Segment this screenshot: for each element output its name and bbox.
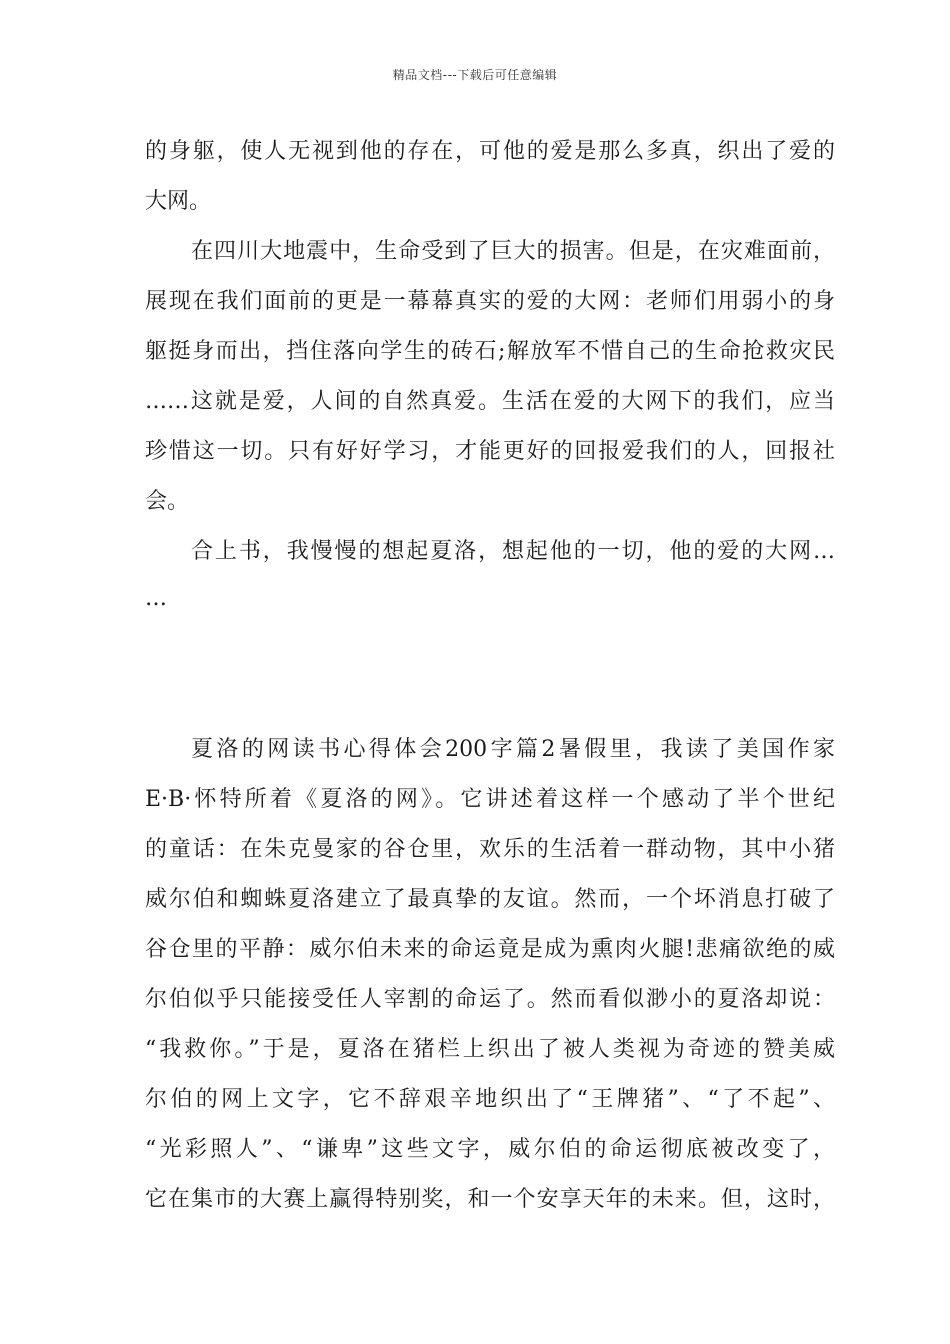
paragraph-4-line-4: 威尔伯和蜘蛛夏洛建立了最真挚的友谊。然而，一个坏消息打破了: [145, 887, 835, 912]
paragraph-4-line-8: 尔伯的网上文字，它不辞艰辛地织出了“王牌猪”、“了不起”、: [145, 1087, 835, 1112]
paragraph-3-line-1: 合上书，我慢慢的想起夏洛，想起他的一切，他的爱的大网…: [191, 539, 835, 564]
paragraph-4-line-7: “我救你。”于是，夏洛在猪栏上织出了被人类视为奇迹的赞美威: [145, 1037, 835, 1062]
page-header: 精品文档---下载后可任意编辑: [392, 68, 558, 82]
paragraph-1-line-2: 大网。: [145, 189, 212, 214]
paragraph-1-line-1: 的身躯，使人无视到他的存在，可他的爱是那么多真，织出了爱的: [145, 139, 835, 164]
paragraph-2-line-3: 躯挺身而出，挡住落向学生的砖石;解放军不惜自己的生命抢救灾民: [145, 339, 835, 364]
paragraph-4-line-3: 的童话：在朱克曼家的谷仓里，欢乐的生活着一群动物，其中小猪: [145, 837, 835, 862]
paragraph-2-line-4: ……这就是爱，人间的自然真爱。生活在爱的大网下的我们，应当: [145, 389, 835, 414]
paragraph-4-line-9: “光彩照人”、“谦卑”这些文字，威尔伯的命运彻底被改变了，: [145, 1137, 835, 1162]
paragraph-2-line-2: 展现在我们面前的更是一幕幕真实的爱的大网：老师们用弱小的身: [145, 289, 835, 314]
paragraph-2-line-6: 会。: [145, 489, 190, 514]
paragraph-2-line-1: 在四川大地震中，生命受到了巨大的损害。但是，在灾难面前，: [191, 239, 835, 264]
paragraph-4-line-2: E·B·怀特所着《夏洛的网》。它讲述着这样一个感动了半个世纪: [145, 787, 835, 812]
paragraph-4-line-5: 谷仓里的平静：威尔伯未来的命运竟是成为熏肉火腿!悲痛欲绝的威: [145, 937, 835, 962]
paragraph-2-line-5: 珍惜这一切。只有好好学习，才能更好的回报爱我们的人，回报社: [145, 439, 835, 464]
paragraph-4-line-6: 尔伯似乎只能接受任人宰割的命运了。然而看似渺小的夏洛却说：: [145, 987, 835, 1012]
paragraph-3-line-2: …: [145, 586, 167, 611]
paragraph-4-line-1: 夏洛的网读书心得体会200字篇2暑假里，我读了美国作家: [191, 737, 835, 762]
paragraph-4-line-10: 它在集市的大赛上赢得特别奖，和一个安享天年的未来。但，这时，: [145, 1187, 835, 1212]
